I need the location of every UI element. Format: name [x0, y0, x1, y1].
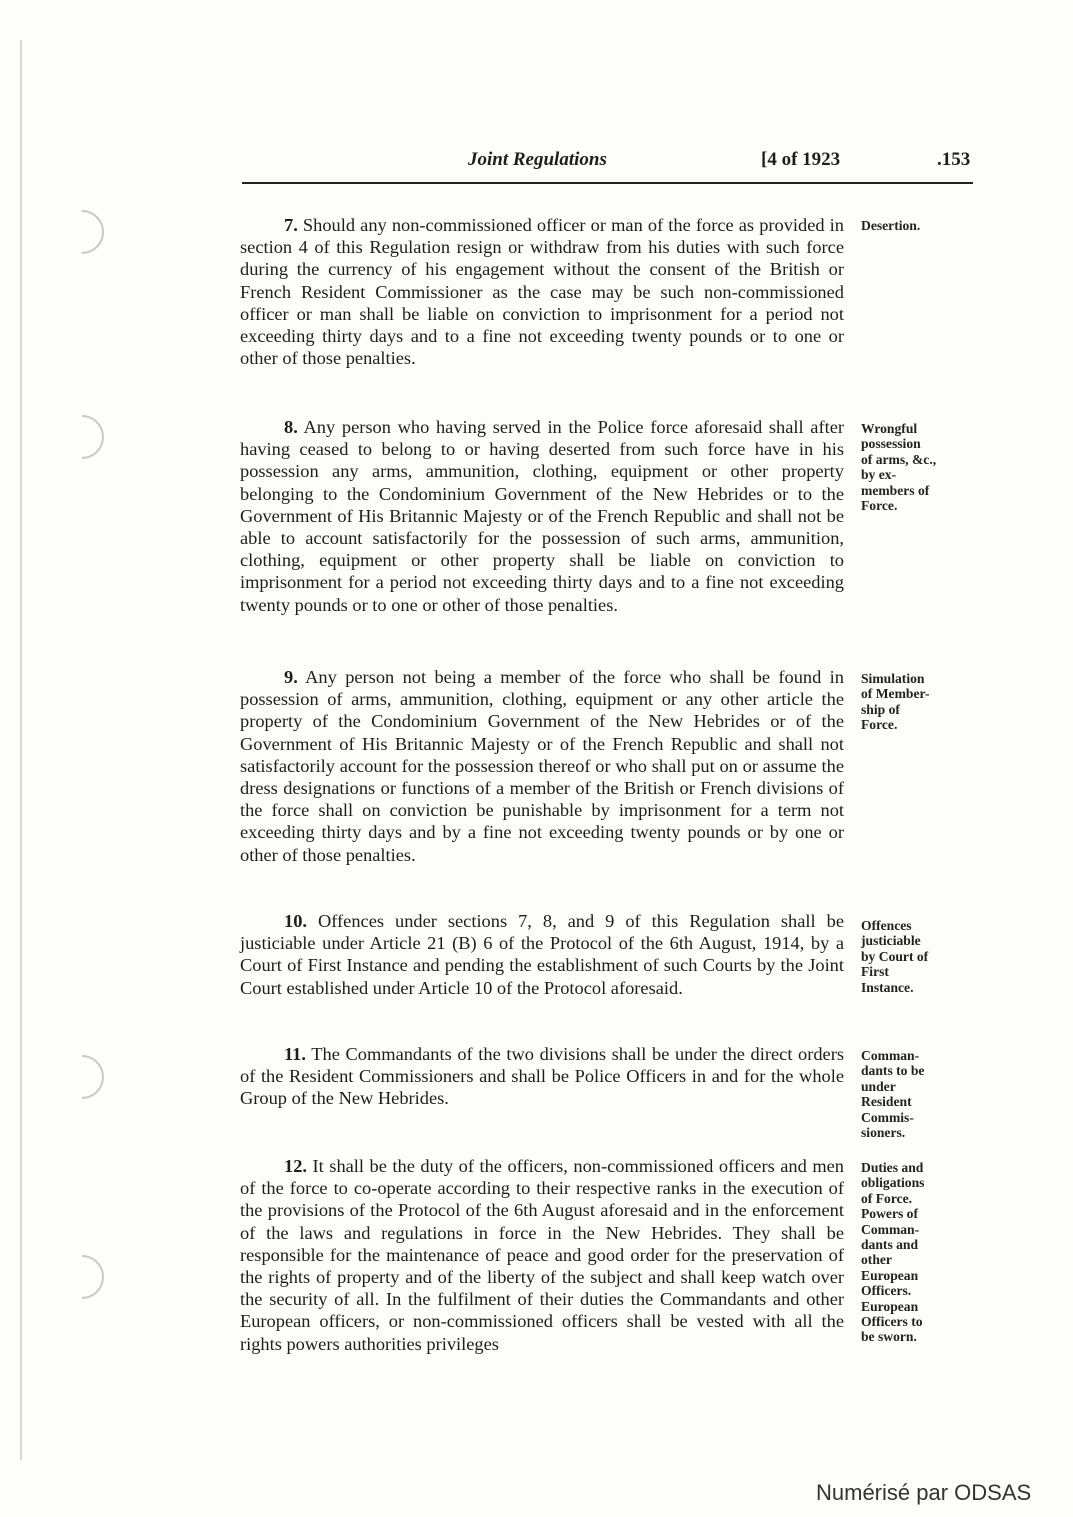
- section-body: Any person who having served in the Police force aforesaid shall after having ceased to belong to or having deserted from such force have in his possession any arms, ammunition, clothing, equipment or other property belonging to the Condominium Government of the New Hebrides or to the Government of His Britannic Majesty or of the French Republic and shall not be able to account satisfactorily for the possession of such arms, ammunition, clothing, equipment or other property shall be liable on conviction to imprisonment for a period not exceeding thirty days and to a fine not exceeding twenty pounds or to one or other of those penalties.: [240, 417, 844, 615]
- section-text: [240, 910, 844, 999]
- header-rule: [242, 182, 973, 184]
- punch-hole: [60, 1055, 104, 1099]
- section-text: [240, 214, 844, 369]
- header-reference: [4 of 1923: [761, 149, 841, 170]
- header-title: Joint Regulations: [468, 149, 607, 170]
- margin-note-simulation-of-membership: Simulation of Member- ship of Force.: [861, 671, 930, 733]
- punch-hole: [60, 415, 104, 459]
- section-body: It shall be the duty of the officers, non-commissioned officers and men of the force to co-operate according to their respective ranks in the execution of the provisions of the Protocol of the 6th August aforesaid and in the enforcement of the laws and regulations in force in the New Hebrides. They shall be responsible for the maintenance of peace and good order for the preservation of the rights of property and of the liberty of the subject and shall keep watch over the security of all. In the fulfilment of their duties the Commandants and other European officers, or non-commissioned officers shall be vested with all the rights powers authorities privileges: [240, 1156, 844, 1354]
- section-number: 9.: [284, 667, 298, 687]
- section-text: [240, 416, 844, 616]
- section-9: [240, 666, 844, 866]
- section-body: Any person not being a member of the force who shall be found in possession of arms, ammunition, clothing, equipment or any other article the property of the Condominium Government of the New Hebrides or of the Government of His Britannic Majesty or of the French Republic and shall not satisfactorily account for the possession thereof or who shall put on or assume the dress designations or functions of a member of the British or French divisions of the force shall on conviction be punishable by imprisonment for a term not exceeding thirty days and by a fine not exceeding twenty pounds or by one or other of those penalties.: [240, 667, 844, 865]
- section-text: [240, 1043, 844, 1110]
- section-12: [240, 1155, 844, 1355]
- section-number: 8.: [284, 417, 298, 437]
- section-11: [240, 1043, 844, 1110]
- running-header: [242, 146, 973, 176]
- margin-note-commandants: Comman- dants to be under Resident Commis- sioners.: [861, 1048, 925, 1141]
- section-body: The Commandants of the two divisions shall be under the direct orders of the Resident Commissioners and shall be Police Officers in and for the whole Group of the New Hebrides.: [240, 1044, 845, 1109]
- margin-note-duties-and-obligations: Duties and obligations of Force. Powers of Comman- dants and other European Officers. European Officers to be sworn.: [861, 1160, 925, 1345]
- margin-note-wrongful-possession: Wrongful possession of arms, &c., by ex- members of Force.: [861, 421, 937, 514]
- section-10: [240, 910, 844, 999]
- section-text: [240, 666, 844, 866]
- section-number: 11.: [284, 1044, 306, 1064]
- section-text: [240, 1155, 844, 1355]
- section-8: [240, 416, 844, 616]
- punch-hole: [60, 210, 104, 254]
- section-number: 12.: [284, 1156, 307, 1176]
- section-body: Should any non-commissioned officer or man of the force as provided in section 4 of this Regulation resign or withdraw from his duties with such force during the currency of his engagement without the consent of the British or French Resident Commissioner as the case may be such non-commissioned officer or man shall be liable on conviction to imprisonment for a period not exceeding thirty days and to a fine not exceeding twenty pounds or to one or other of those penalties.: [240, 215, 844, 369]
- margin-note-desertion: Desertion.: [861, 218, 921, 233]
- section-number: 10.: [284, 911, 307, 931]
- page-number: .153: [937, 149, 971, 170]
- digitization-credit: Numérisé par ODSAS: [816, 1480, 1032, 1505]
- section-7: [240, 214, 844, 369]
- section-body: Offences under sections 7, 8, and 9 of this Regulation shall be justiciable under Article 21 (B) 6 of the Protocol of the 6th August, 1914, by a Court of First Instance and pending the establishment of such Courts by the Joint Court established under Article 10 of the Protocol aforesaid.: [240, 911, 844, 998]
- binding-line: [20, 40, 22, 1460]
- margin-note-offences-justiciable: Offences justiciable by Court of First Instance.: [861, 918, 929, 995]
- section-number: 7.: [284, 215, 298, 235]
- punch-hole: [60, 1255, 104, 1299]
